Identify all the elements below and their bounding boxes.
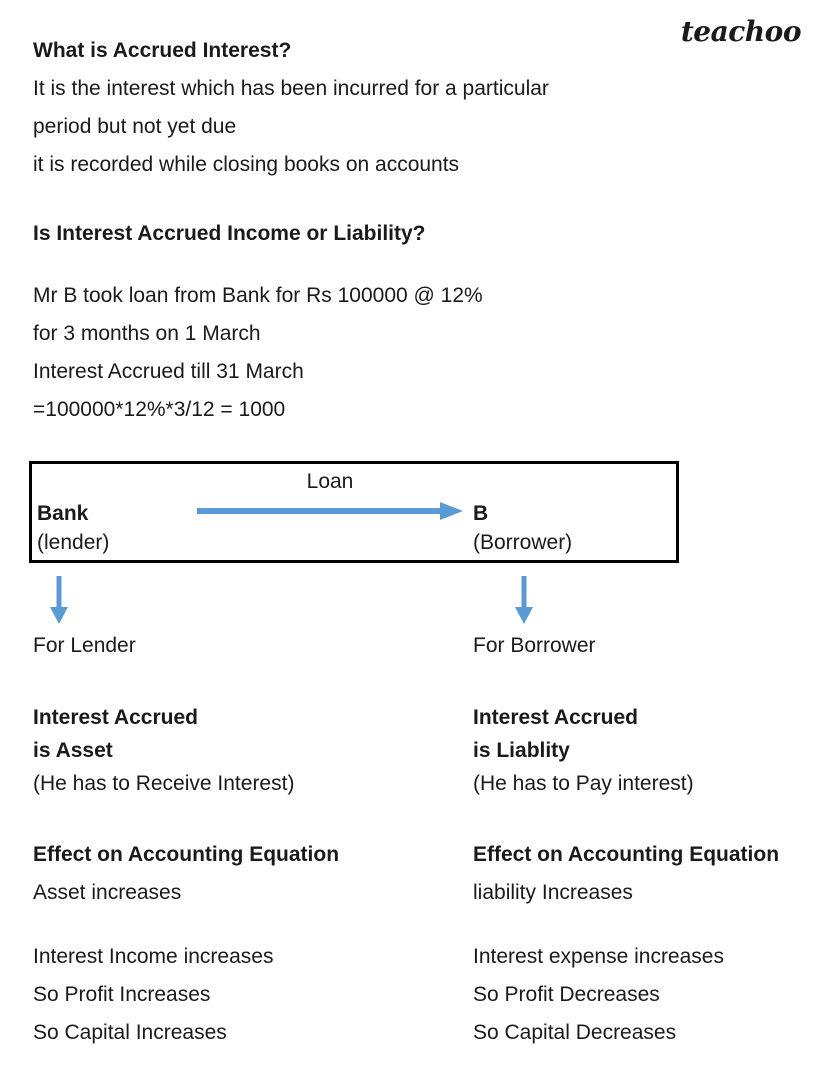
borrower-role: (Borrower) [473,531,573,554]
lender-branch-arrow [46,574,72,626]
lender-classification-line-1: Interest Accrued [33,706,198,729]
section-two-line-1: Mr B took loan from Bank for Rs 100000 @ 12% [33,284,483,307]
section-two-line-3: Interest Accrued till 31 March [33,360,304,383]
section-two-line-2: for 3 months on 1 March [33,322,261,345]
lender-effect-heading: Effect on Accounting Equation [33,843,340,866]
lender-effect-line-3: So Capital Increases [33,1021,227,1044]
teachoo-logo: teachoo [680,15,801,48]
borrower-classification-line-1: Interest Accrued [473,706,638,729]
borrower-effect-primary: liability Increases [473,881,633,904]
section-one-line-1: It is the interest which has been incurred for a particular [33,77,549,100]
lender-classification-line-2: is Asset [33,739,113,762]
lender-caption: For Lender [33,634,136,657]
loan-direction-arrow [195,500,465,522]
lender-effect-line-2: So Profit Increases [33,983,211,1006]
section-two-heading: Is Interest Accrued Income or Liability? [33,222,426,245]
borrower-effect-heading: Effect on Accounting Equation [473,843,780,866]
borrower-classification-line-2: is Liablity [473,739,570,762]
section-one-line-3: it is recorded while closing books on accounts [33,153,460,176]
lender-effect-primary: Asset increases [33,881,182,904]
loan-arrow-label: Loan [306,470,354,493]
lender-role: (lender) [37,531,110,554]
borrower-name: B [473,502,489,525]
lender-effect-line-1: Interest Income increases [33,945,274,968]
borrower-effect-line-2: So Profit Decreases [473,983,660,1006]
loan-relationship-box [29,461,679,563]
borrower-effect-line-1: Interest expense increases [473,945,724,968]
section-two-calculation: =100000*12%*3/12 = 1000 [33,398,286,421]
borrower-branch-arrow [511,574,537,626]
borrower-effect-line-3: So Capital Decreases [473,1021,677,1044]
lender-name: Bank [37,502,89,525]
lender-note: (He has to Receive Interest) [33,772,295,795]
borrower-caption: For Borrower [473,634,596,657]
section-one-line-2: period but not yet due [33,115,237,138]
borrower-note: (He has to Pay interest) [473,772,694,795]
section-one-heading: What is Accrued Interest? [33,39,292,62]
